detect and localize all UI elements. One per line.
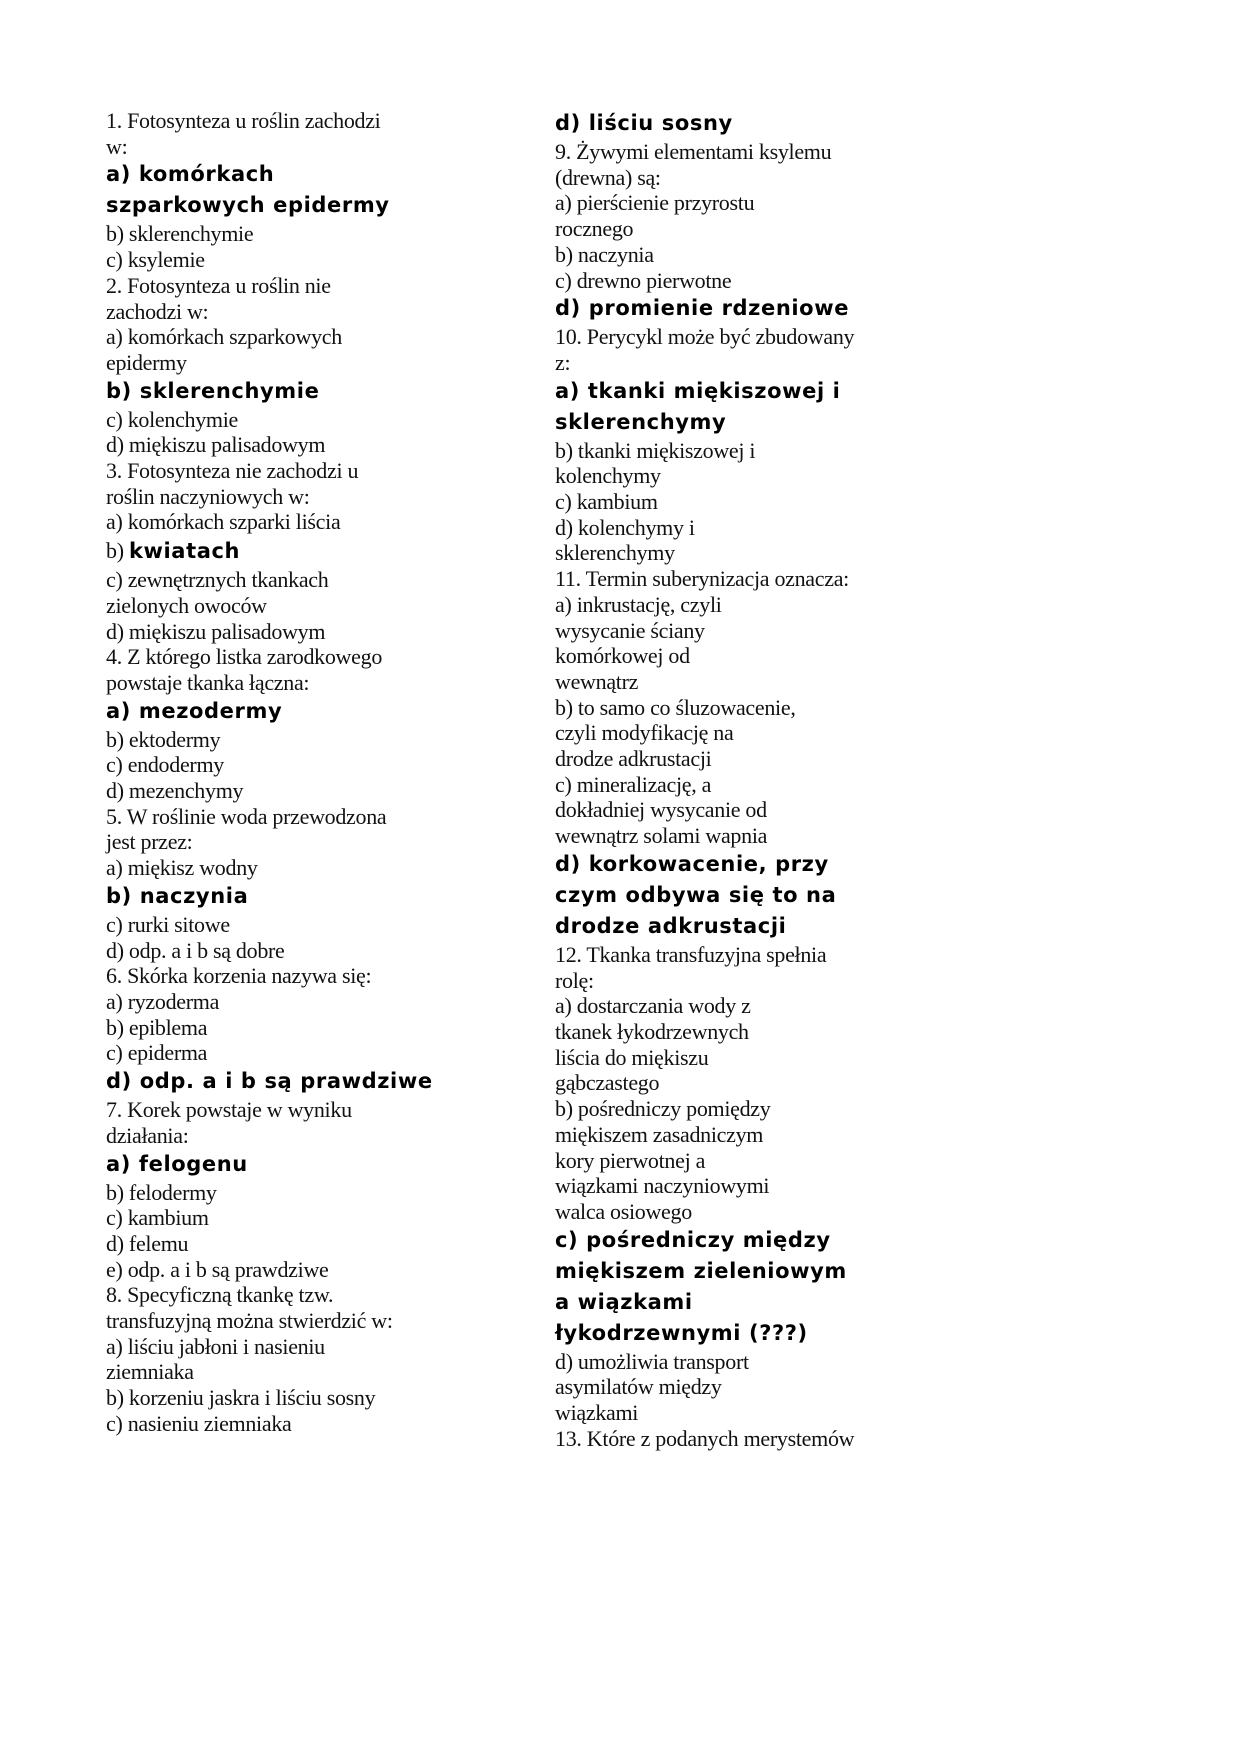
line-text: d) promienie rdzeniowe	[555, 296, 850, 321]
line-text: b) pośredniczy pomiędzy	[555, 1096, 771, 1122]
left-column	[106, 108, 526, 1437]
line-text: 8. Specyficzną tkankę tzw.	[106, 1282, 334, 1308]
answer-line	[106, 509, 526, 535]
line-text: a) felogenu	[106, 1151, 248, 1176]
question-line	[106, 829, 526, 855]
answer-line	[106, 912, 526, 938]
line-text: c) ksylemie	[106, 247, 205, 273]
answer-line	[555, 1045, 995, 1071]
answer-line	[106, 593, 526, 619]
line-text: (drewna) są:	[555, 164, 661, 190]
line-text: łykodrzewnymi (???)	[555, 1320, 808, 1345]
correct-answer-line	[106, 159, 526, 190]
correct-answer-line	[555, 108, 995, 139]
line-text: a) liściu jabłoni i nasieniu	[106, 1333, 325, 1359]
answer-line	[106, 1334, 526, 1360]
line-text: a wiązkami	[555, 1289, 693, 1314]
correct-answer-line	[106, 535, 526, 567]
answer-line	[106, 1040, 526, 1066]
line-text: b) sklerenchymie	[106, 378, 320, 403]
line-text: d) korkowacenie, przy	[555, 851, 829, 876]
answer-line	[555, 1400, 995, 1426]
answer-line	[555, 993, 995, 1019]
line-text: b) to samo co śluzowacenie,	[555, 694, 796, 720]
question-line	[555, 968, 995, 994]
line-text: 9. Żywymi elementami ksylemu	[555, 139, 832, 164]
question-line	[106, 670, 526, 696]
line-text: gąbczastego	[555, 1070, 660, 1096]
line-text: 5. W roślinie woda przewodzona	[106, 803, 387, 829]
line-text: c) kambium	[106, 1205, 209, 1231]
right-column	[555, 108, 995, 1451]
line-text: 7. Korek powstaje w wyniku	[106, 1097, 352, 1123]
line-text: epidermy	[106, 349, 187, 375]
line-text: rocznego	[555, 216, 634, 242]
line-text: b) epiblema	[106, 1014, 208, 1040]
answer-line	[106, 855, 526, 881]
answer-line	[555, 823, 995, 849]
answer-line	[555, 720, 995, 746]
line-text: drodze adkrustacji	[555, 746, 712, 772]
line-text: a) komórkach szparkowych	[106, 324, 342, 350]
line-text: c) rurki sitowe	[106, 911, 230, 937]
question-line	[106, 804, 526, 830]
answer-line	[106, 1359, 526, 1385]
line-text: 4. Z którego listka zarodkowego	[106, 644, 383, 670]
correct-answer-line	[555, 880, 995, 911]
line-text: dokładniej wysycanie od	[555, 797, 767, 823]
line-text: a) komórkach	[106, 162, 275, 187]
line-text: czyli modyfikację na	[555, 720, 734, 746]
line-text: wewnątrz solami wapnia	[555, 823, 768, 849]
line-text: d) felemu	[106, 1230, 189, 1256]
answer-line	[106, 752, 526, 778]
answer-line	[555, 438, 995, 464]
line-text: sklerenchymy	[555, 409, 727, 434]
line-text: w:	[106, 133, 128, 159]
line-text: rolę:	[555, 967, 594, 993]
answer-line	[555, 1349, 995, 1375]
line-text: roślin naczyniowych w:	[106, 483, 310, 509]
answer-line	[555, 695, 995, 721]
answer-line	[555, 242, 995, 268]
question-line	[555, 942, 995, 968]
line-text: b) felodermy	[106, 1179, 217, 1205]
question-line	[555, 350, 995, 376]
answer-line	[555, 592, 995, 618]
line-text: z:	[555, 349, 571, 375]
line-text: b) korzeniu jaskra i liściu sosny	[106, 1385, 376, 1411]
line-text: d) odp. a i b są prawdziwe	[106, 1069, 433, 1094]
answer-line	[106, 1180, 526, 1206]
line-text: c) pośredniczy między	[555, 1227, 831, 1252]
answer-line	[555, 489, 995, 515]
question-line	[106, 108, 526, 134]
line-text: d) mezenchymy	[106, 778, 244, 804]
line-text: powstaje tkanka łączna:	[106, 669, 310, 695]
line-text: c) mineralizację, a	[555, 771, 712, 797]
answer-line	[555, 216, 995, 242]
line-text: komórkowej od	[555, 643, 690, 669]
question-line	[106, 458, 526, 484]
line-text: b) tkanki miękiszowej i	[555, 437, 756, 463]
line-text: e) odp. a i b są prawdziwe	[106, 1256, 329, 1282]
answer-line	[555, 1173, 995, 1199]
line-text: sklerenchymy	[555, 540, 675, 566]
correct-answer-line	[555, 1318, 995, 1349]
answer-line	[106, 938, 526, 964]
question-line	[106, 1123, 526, 1149]
question-line	[106, 484, 526, 510]
question-line	[555, 324, 995, 350]
answer-line	[555, 1019, 995, 1045]
correct-answer-line	[106, 376, 526, 407]
line-text: miękiszem zieleniowym	[555, 1258, 847, 1283]
line-text: wysycanie ściany	[555, 617, 705, 643]
answer-line	[106, 247, 526, 273]
answer-line	[555, 463, 995, 489]
correct-answer-line	[106, 1149, 526, 1180]
line-text-bold: kwiatach	[128, 539, 241, 564]
answer-line	[106, 407, 526, 433]
line-text: c) endodermy	[106, 752, 224, 778]
line-text: d) miękiszu palisadowym	[106, 432, 326, 458]
line-text: 12. Tkanka transfuzyjna spełnia	[555, 941, 827, 967]
answer-line	[106, 1205, 526, 1231]
line-text: b) naczynia	[106, 883, 249, 908]
line-text: c) epiderma	[106, 1040, 208, 1066]
correct-answer-line	[106, 1066, 526, 1097]
line-text: tkanek łykodrzewnych	[555, 1018, 749, 1044]
line-text: 10. Perycykl może być zbudowany	[555, 324, 855, 350]
line-text: c) nasieniu ziemniaka	[106, 1410, 292, 1436]
answer-line	[106, 350, 526, 376]
line-text: c) kolenchymie	[106, 406, 239, 432]
question-line	[555, 165, 995, 191]
answer-line	[555, 540, 995, 566]
line-text: zachodzi w:	[106, 298, 209, 324]
answer-line	[106, 324, 526, 350]
answer-line	[106, 1257, 526, 1283]
line-text: wewnątrz	[555, 668, 639, 694]
line-text: drodze adkrustacji	[555, 913, 787, 938]
question-line	[106, 1308, 526, 1334]
answer-line	[555, 797, 995, 823]
question-line	[106, 299, 526, 325]
line-text: 13. Które z podanych merystemów	[555, 1425, 855, 1451]
line-text: d) kolenchymy i	[555, 514, 695, 540]
correct-answer-line	[555, 1287, 995, 1318]
line-text: d) miękiszu palisadowym	[106, 618, 326, 644]
line-text: ziemniaka	[106, 1359, 194, 1385]
answer-line	[106, 221, 526, 247]
line-text: a) mezodermy	[106, 698, 283, 723]
question-line	[555, 566, 995, 592]
question-line	[106, 134, 526, 160]
answer-line	[555, 1148, 995, 1174]
answer-line	[555, 643, 995, 669]
answer-line	[106, 778, 526, 804]
question-line	[106, 1282, 526, 1308]
correct-answer-line	[106, 881, 526, 912]
answer-line	[555, 515, 995, 541]
line-text: d) odp. a i b są dobre	[106, 937, 285, 963]
answer-line	[555, 746, 995, 772]
answer-line	[555, 772, 995, 798]
answer-line	[106, 567, 526, 593]
line-text: c) zewnętrznych tkankach	[106, 567, 329, 593]
line-text: działania:	[106, 1122, 189, 1148]
line-text: jest przez:	[106, 829, 193, 855]
line-text: a) inkrustację, czyli	[555, 591, 722, 617]
answer-line	[106, 1231, 526, 1257]
line-text: szparkowych epidermy	[106, 193, 390, 218]
line-text: a) tkanki miękiszowej i	[555, 378, 841, 403]
line-text: miękiszem zasadniczym	[555, 1121, 764, 1147]
correct-answer-line	[106, 696, 526, 727]
line-text: b) sklerenchymie	[106, 221, 254, 247]
line-text: a) komórkach szparki liścia	[106, 509, 341, 535]
correct-answer-line	[555, 1225, 995, 1256]
correct-answer-line	[555, 1256, 995, 1287]
question-line	[106, 644, 526, 670]
line-text: b)	[106, 538, 129, 564]
correct-answer-line	[555, 911, 995, 942]
line-text: 1. Fotosynteza u roślin zachodzi	[106, 108, 381, 133]
answer-line	[106, 989, 526, 1015]
line-text: b) naczynia	[555, 241, 654, 267]
answer-line	[555, 1122, 995, 1148]
answer-line	[555, 669, 995, 695]
correct-answer-line	[555, 849, 995, 880]
line-text: 3. Fotosynteza nie zachodzi u	[106, 458, 359, 484]
line-text: c) kambium	[555, 489, 658, 515]
answer-line	[555, 190, 995, 216]
question-line	[106, 963, 526, 989]
line-text: a) miękisz wodny	[106, 855, 258, 881]
line-text: asymilatów między	[555, 1374, 722, 1400]
answer-line	[106, 727, 526, 753]
answer-line	[106, 619, 526, 645]
line-text: 6. Skórka korzenia nazywa się:	[106, 963, 372, 989]
answer-line	[555, 1070, 995, 1096]
line-text: 2. Fotosynteza u roślin nie	[106, 272, 331, 298]
line-text: transfuzyjną można stwierdzić w:	[106, 1308, 393, 1334]
answer-line	[106, 432, 526, 458]
answer-line	[555, 618, 995, 644]
answer-line	[106, 1411, 526, 1437]
question-line	[555, 1426, 995, 1452]
line-text: a) pierścienie przyrostu	[555, 190, 755, 216]
line-text: walca osiowego	[555, 1198, 692, 1224]
question-line	[555, 139, 995, 165]
line-text: wiązkami naczyniowymi	[555, 1173, 770, 1199]
question-line	[106, 273, 526, 299]
line-text: zielonych owoców	[106, 592, 267, 618]
line-text: liścia do miękiszu	[555, 1044, 709, 1070]
correct-answer-line	[555, 376, 995, 407]
answer-line	[555, 1199, 995, 1225]
correct-answer-line	[555, 407, 995, 438]
line-text: kory pierwotnej a	[555, 1147, 706, 1173]
answer-line	[106, 1015, 526, 1041]
line-text: czym odbywa się to na	[555, 882, 837, 907]
line-text: d) liściu sosny	[555, 111, 733, 135]
line-text: b) ektodermy	[106, 726, 221, 752]
line-text: a) dostarczania wody z	[555, 993, 751, 1019]
answer-line	[555, 1096, 995, 1122]
answer-line	[555, 1374, 995, 1400]
correct-answer-line	[555, 293, 995, 324]
answer-line	[106, 1385, 526, 1411]
line-text: kolenchymy	[555, 463, 661, 489]
line-text: a) ryzoderma	[106, 988, 220, 1014]
answer-line	[555, 268, 995, 294]
line-text: wiązkami	[555, 1400, 639, 1426]
correct-answer-line	[106, 190, 526, 221]
question-line	[106, 1097, 526, 1123]
line-text: c) drewno pierwotne	[555, 267, 732, 293]
line-text: 11. Termin suberynizacja oznacza:	[555, 566, 849, 592]
line-text: d) umożliwia transport	[555, 1348, 749, 1374]
